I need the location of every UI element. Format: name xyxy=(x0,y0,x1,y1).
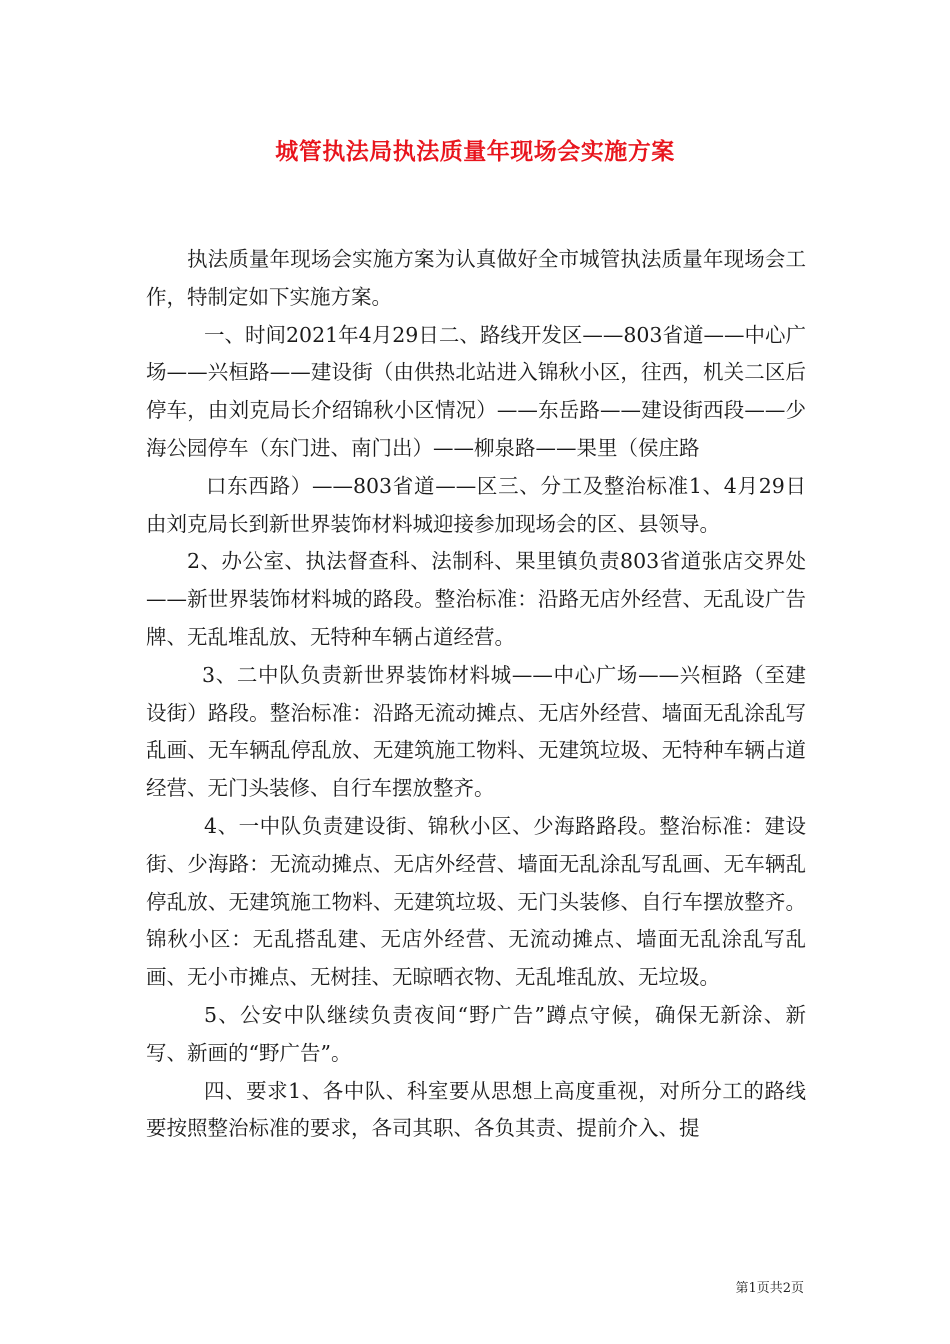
paragraph-requirements: 四、要求1、各中队、科室要从思想上高度重视，对所分工的路线要按照整治标准的要求，各司其职、各负其责、提前介入、提 xyxy=(146,1078,806,1141)
paragraph-intro: 执法质量年现场会实施方案为认真做好全市城管执法质量年现场会工作，特制定如下实施方案。 xyxy=(146,247,806,309)
paragraph-item-5: 5、公安中队继续负责夜间“野广告”蹲点守候，确保无新涂、新写、新画的“野广告”。 xyxy=(146,1002,806,1065)
paragraph-time-route: 一、时间2021年4月29日二、路线开发区——803省道——中心广场——兴桓路——建设街（由供热北站进入锦秋小区，往西，机关二区后停车，由刘克局长介绍锦秋小区情况）——东岳路——建设街西段——少海公园停车（东门进、南门出）——柳泉路——果里（侯庄路 xyxy=(146,322,806,460)
document-body xyxy=(146,241,806,1148)
paragraph-item-4: 4、一中队负责建设街、锦秋小区、少海路路段。整治标准：建设街、少海路：无流动摊点、无店外经营、墙面无乱涂乱写乱画、无车辆乱停乱放、无建筑施工物料、无建筑垃圾、无门头装修、自行车摆放整齐。锦秋小区：无乱搭乱建、无店外经营、无流动摊点、墙面无乱涂乱写乱画、无小市摊点、无树挂、无晾晒衣物、无乱堆乱放、无垃圾。 xyxy=(146,813,806,990)
paragraph-item-3: 3、二中队负责新世界装饰材料城——中心广场——兴桓路（至建设街）路段。整治标准：沿路无流动摊点、无店外经营、墙面无乱涂乱写乱画、无车辆乱停乱放、无建筑施工物料、无建筑垃圾、无特种车辆占道经营、无门头装修、自行车摆放整齐。 xyxy=(146,662,806,801)
paragraph-item-2: 2、办公室、执法督查科、法制科、果里镇负责803省道张店交界处——新世界装饰材料城的路段。整治标准：沿路无店外经营、无乱设广告牌、无乱堆乱放、无特种车辆占道经营。 xyxy=(146,549,806,649)
page-number: 第1页共2页 xyxy=(735,1281,804,1296)
paragraph-route-continued: 口东西路）——803省道——区三、分工及整治标准1、4月29日由刘克局长到新世界装饰材料城迎接参加现场会的区、县领导。 xyxy=(146,473,806,536)
document-title: 城管执法局执法质量年现场会实施方案 xyxy=(275,139,675,165)
